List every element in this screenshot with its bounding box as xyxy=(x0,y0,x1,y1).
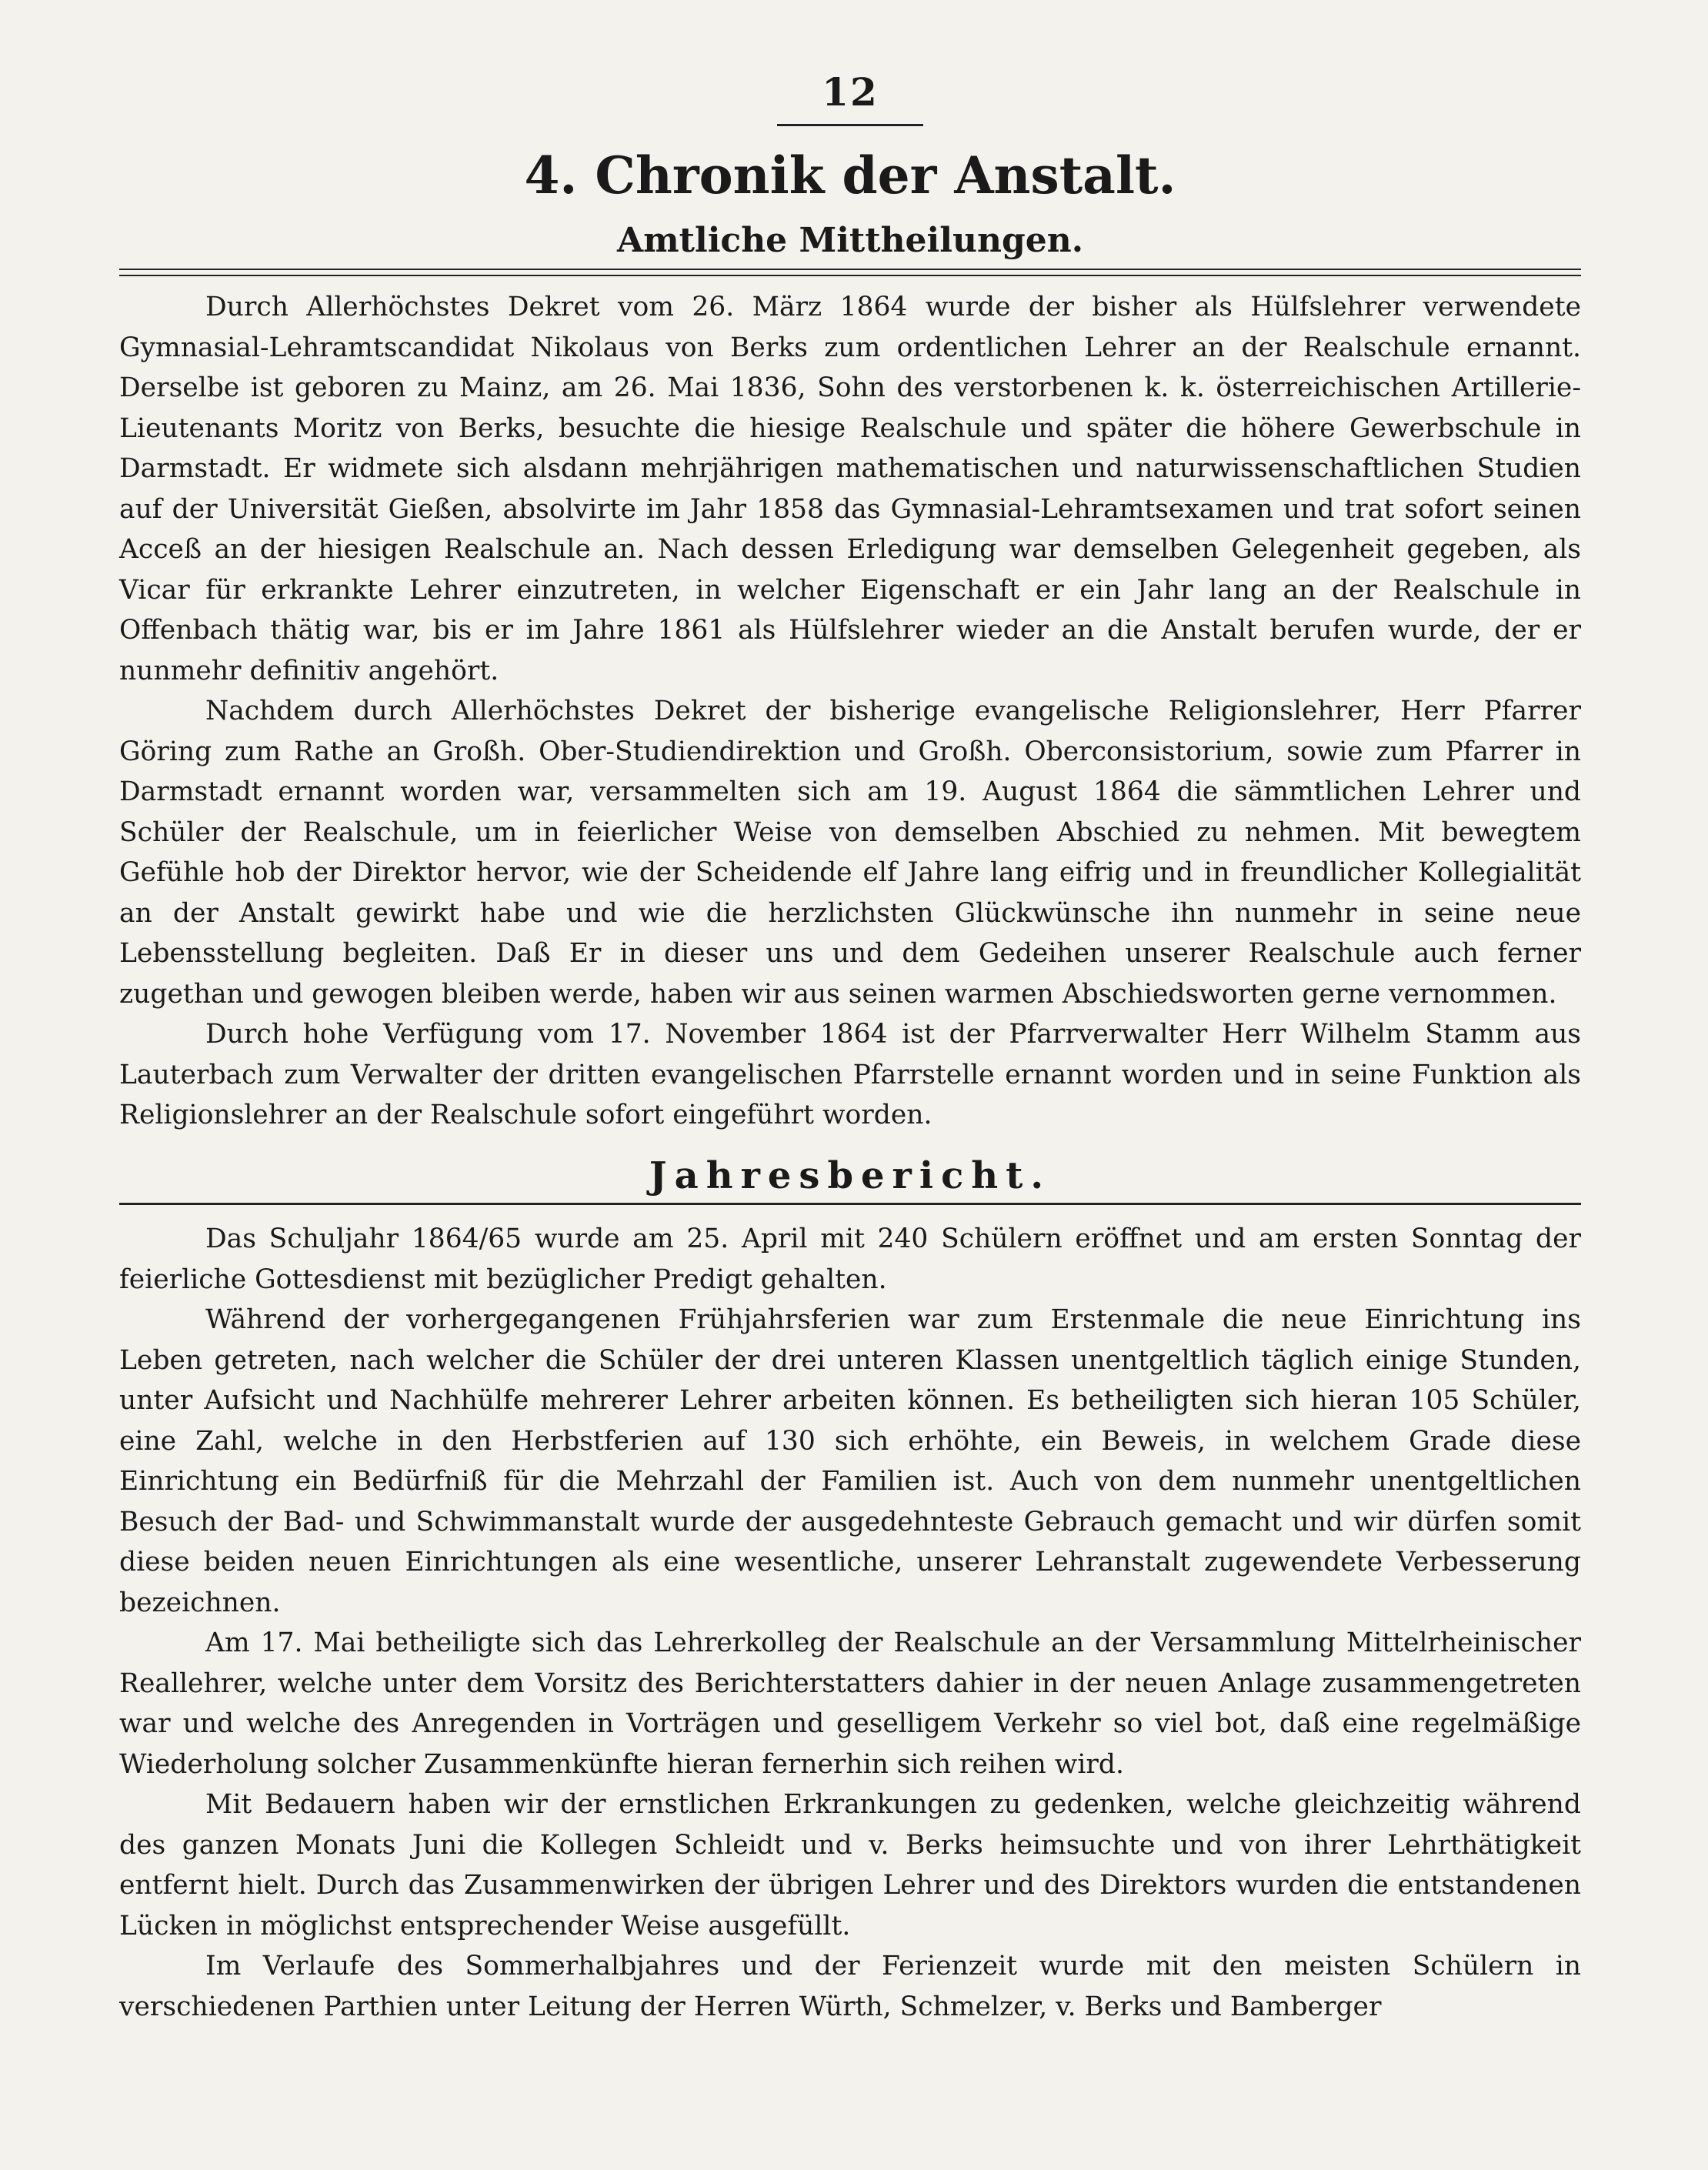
jahresbericht-heading: Jahresbericht. xyxy=(649,1153,1052,1197)
subheading-amtliche: Amtliche Mittheilungen. xyxy=(616,220,1084,260)
paragraph: Mit Bedauern haben wir der ernstlichen Erkrankungen zu gedenken, welche gleichzeitig während des ganzen Monats Juni die Kollegen Schleidt und v. Berks heimsuchte und von ihrer Lehrthätigkeit entfernt hielt. Durch das Zusammenwirken der übrigen Lehrer und des Direktors wurden die entstandenen Lücken in möglichst entsprechender Weise ausgefüllt. xyxy=(119,1789,1581,1941)
jahresbericht-section xyxy=(119,1219,1581,2027)
document-page xyxy=(119,69,1581,2027)
paragraph: Nachdem durch Allerhöchstes Dekret der bisherige evangelische Religionslehrer, Herr Pfarrer Göring zum Rathe an Großh. Ober-Studiendirektion und Großh. Oberconsistorium, sowie zum Pfarrer in Darmstadt ernannt worden war, versammelten sich am 19. August 1864 die sämmtlichen Lehrer und Schüler der Realschule, um in feierlicher Weise von demselben Abschied zu nehmen. Mit bewegtem Gefühle hob der Direktor hervor, wie der Scheidende elf Jahre lang eifrig und in freundlicher Kollegialität an der Anstalt gewirkt habe und wie die herzlichsten Glückwünsche ihn nunmehr in seine neue Lebensstellung begleiten. Daß Er in dieser uns und dem Gedeihen unserer Realschule auch ferner zugethan und gewogen bleiben werde, haben wir aus seinen warmen Abschiedsworten gerne vernommen. xyxy=(119,696,1581,1010)
page-number: 12 xyxy=(822,69,879,115)
section-title: 4. Chronik der Anstalt. xyxy=(524,145,1176,205)
paragraph: Während der vorhergegangenen Frühjahrsferien war zum Erstenmale die neue Einrichtung ins Leben getreten, nach welcher die Schüler der drei unteren Klassen unentgeltlich täglich einige Stunden, unter Aufsicht und Nachhülfe mehrerer Lehrer arbeiten können. Es betheiligten sich hieran 105 Schüler, eine Zahl, welche in den Herbstferien auf 130 sich erhöhte, ein Beweis, in welchem Grade diese Einrichtung ein Bedürfniß für die Mehrzahl der Familien ist. Auch von dem nunmehr unentgeltlichen Besuch der Bad- und Schwimmanstalt wurde der ausgedehnteste Gebrauch gemacht und wir dürfen somit diese beiden neuen Einrichtungen als eine wesentliche, unserer Lehranstalt zugewendete Verbesserung bezeichnen. xyxy=(119,1304,1581,1618)
paragraph: Durch Allerhöchstes Dekret vom 26. März 1864 wurde der bisher als Hülfslehrer verwendete Gymnasial-Lehramtscandidat Nikolaus von Berks zum ordentlichen Lehrer an der Realschule ernannt. Derselbe ist geboren zu Mainz, am 26. Mai 1836, Sohn des verstorbenen k. k. österreichischen Artillerie-Lieutenants Moritz von Berks, besuchte die hiesige Realschule und später die höhere Gewerbschule in Darmstadt. Er widmete sich alsdann mehrjährigen mathematischen und naturwissenschaftlichen Studien auf der Universität Gießen, absolvirte im Jahr 1858 das Gymnasial-Lehramtsexamen und trat sofort seinen Acceß an der hiesigen Realschule an. Nach dessen Erledigung war demselben Gelegenheit gegeben, als Vicar für erkrankte Lehrer einzutreten, in welcher Eigenschaft er ein Jahr lang an der Realschule in Offenbach thätig war, bis er im Jahre 1861 als Hülfslehrer wieder an die Anstalt berufen wurde, der er nunmehr definitiv angehört. xyxy=(119,292,1581,686)
paragraph: Durch hohe Verfügung vom 17. November 1864 ist der Pfarrverwalter Herr Wilhelm Stamm aus Lauterbach zum Verwalter der dritten evangelischen Pfarrstelle ernannt worden und in seine Funktion als Religionslehrer an der Realschule sofort eingeführt worden. xyxy=(119,1019,1581,1131)
double-rule xyxy=(119,269,1581,276)
paragraph: Im Verlaufe des Sommerhalbjahres und der Ferienzeit wurde mit den meisten Schülern in verschiedenen Parthien unter Leitung der Herren Würth, Schmelzer, v. Berks und Bamberger xyxy=(119,1951,1581,2022)
heading-rule xyxy=(119,1203,1581,1205)
page-number-rule xyxy=(777,124,923,126)
paragraph: Das Schuljahr 1864/65 wurde am 25. April mit 240 Schülern eröffnet und am ersten Sonntag der feierliche Gottesdienst mit bezüglicher Predigt gehalten. xyxy=(119,1224,1581,1295)
paragraph: Am 17. Mai betheiligte sich das Lehrerkolleg der Realschule an der Versammlung Mittelrheinischer Reallehrer, welche unter dem Vorsitz des Berichterstatters dahier in der neuen Anlage zusammengetreten war und welche des Anregenden in Vorträgen und geselligem Verkehr so viel bot, daß eine regelmäßige Wiederholung solcher Zusammenkünfte hieran fernerhin sich reihen wird. xyxy=(119,1627,1581,1780)
amtliche-section xyxy=(119,287,1581,1136)
